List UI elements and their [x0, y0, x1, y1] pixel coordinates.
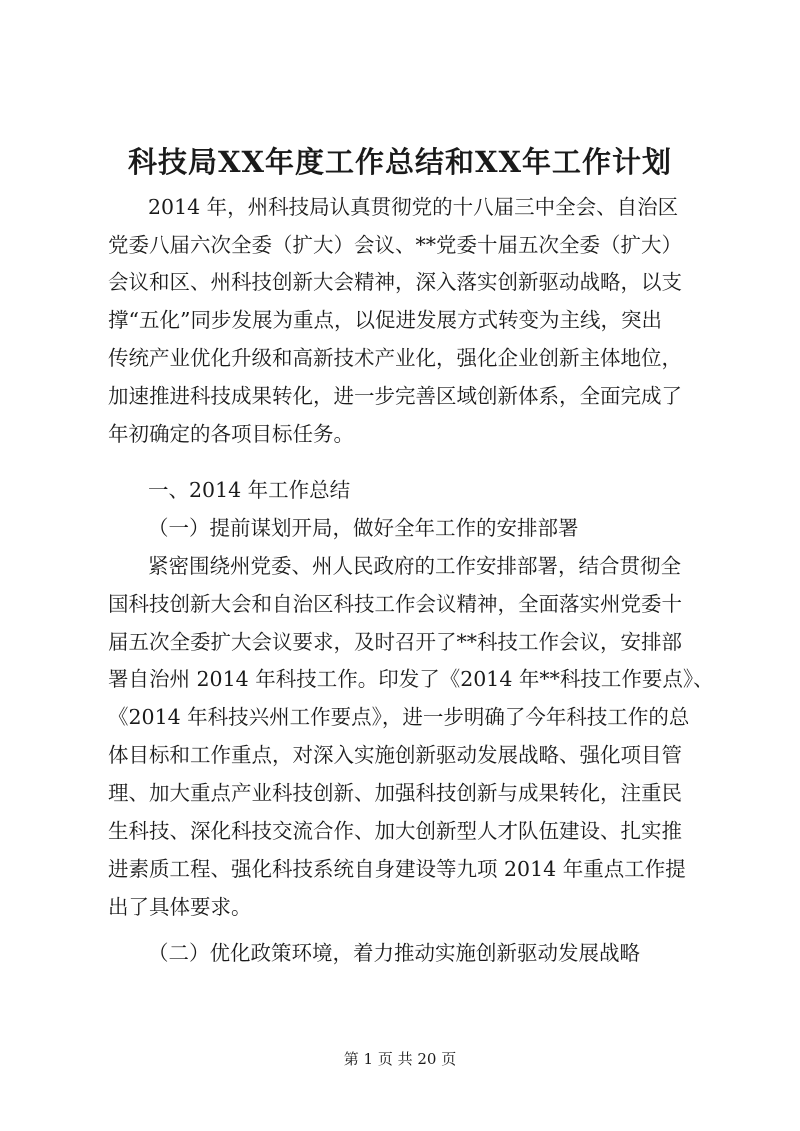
- paragraph-line: 2014 年，州科技局认真贯彻党的十八届三中全会、自治区: [148, 195, 679, 219]
- paragraph-line: 党委八届六次全委（扩大）会议、**党委十届五次全委（扩大）: [108, 233, 682, 257]
- paragraph-line: 届五次全委扩大会议要求，及时召开了**科技工作会议，安排部: [108, 630, 682, 654]
- paragraph-line: 传统产业优化升级和高新技术产业化，强化企业创新主体地位，: [108, 346, 682, 370]
- paragraph-line: 国科技创新大会和自治区科技工作会议精神，全面落实州党委十: [108, 592, 682, 616]
- paragraph-line: 体目标和工作重点，对深入实施创新驱动发展战略、强化项目管: [108, 743, 682, 767]
- paragraph-line: 进素质工程、强化科技系统自身建设等九项 2014 年重点工作提: [108, 857, 686, 881]
- paragraph-line: 加速推进科技成果转化，进一步完善区域创新体系，全面完成了: [108, 384, 682, 408]
- page-number: 第 1 页 共 20 页: [343, 1050, 457, 1068]
- paragraph-line: 署自治州 2014 年科技工作。印发了《2014 年**科技工作要点》、: [108, 667, 714, 691]
- paragraph-line: 年初确定的各项目标任务。: [108, 422, 354, 446]
- paragraph-line: 《2014 年科技兴州工作要点》，进一步明确了今年科技工作的总: [108, 705, 690, 729]
- paragraph-line: 撑“五化”同步发展为重点，以促进发展方式转变为主线，突出: [108, 308, 662, 332]
- subsection-heading: （二）优化政策环境，着力推动实施创新驱动发展战略: [148, 941, 640, 965]
- paragraph-line: 生科技、深化科技交流合作、加大创新型人才队伍建设、扎实推: [108, 819, 682, 843]
- paragraph-line: 紧密围绕州党委、州人民政府的工作安排部署，结合贯彻全: [148, 554, 681, 578]
- section-heading: 一、2014 年工作总结: [148, 478, 351, 502]
- paragraph-line: 出了具体要求。: [108, 895, 252, 919]
- paragraph-line: 理、加大重点产业科技创新、加强科技创新与成果转化，注重民: [108, 781, 682, 805]
- document-title: 科技局XX年度工作总结和XX年工作计划: [127, 145, 672, 179]
- subsection-heading: （一）提前谋划开局，做好全年工作的安排部署: [148, 516, 579, 540]
- paragraph-line: 会议和区、州科技创新大会精神，深入落实创新驱动战略，以支: [108, 270, 682, 294]
